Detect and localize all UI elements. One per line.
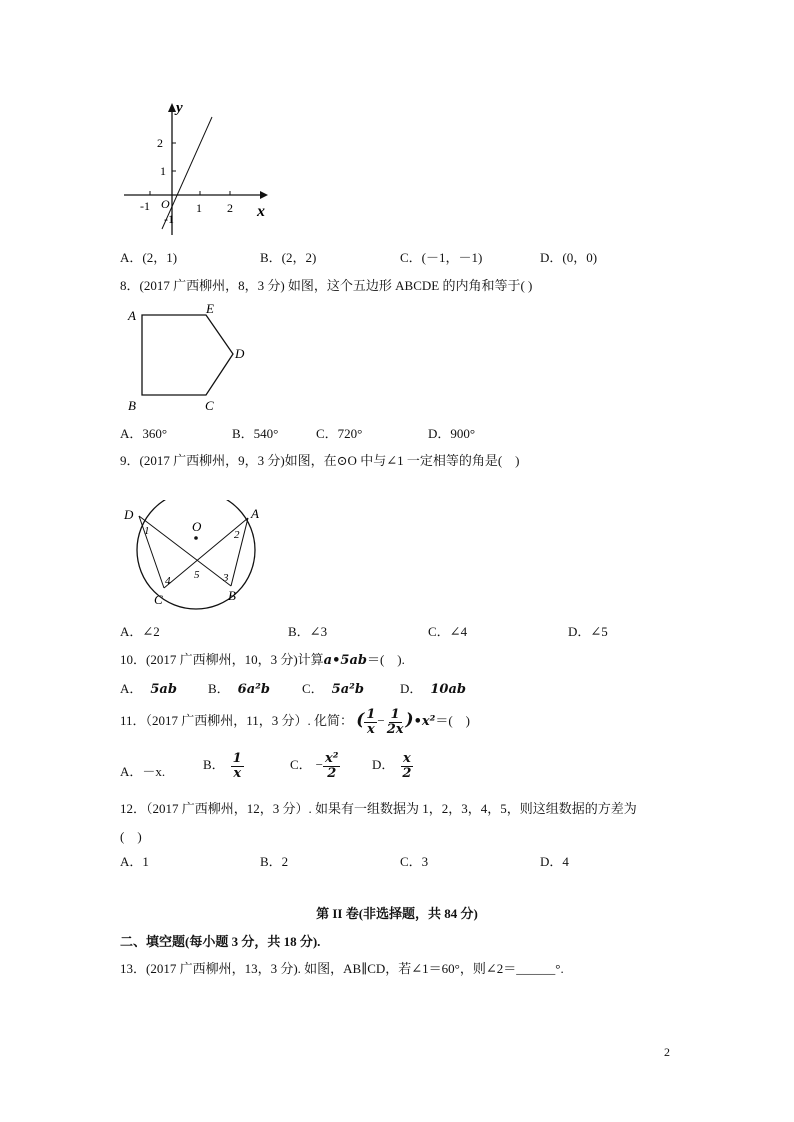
q12-option-a: A．1 (120, 854, 149, 869)
y-tick-label: -1 (164, 212, 174, 226)
x-axis-label: x (257, 203, 265, 220)
q11-option-a: A．－x. (120, 764, 166, 779)
center-dot (194, 536, 198, 540)
angle-label-5: 5 (194, 569, 200, 581)
y-axis-label: y (176, 100, 183, 116)
q11-minus: − (377, 713, 385, 729)
q7-option-b: B．(2，2) (260, 250, 317, 265)
q11-close-paren: ) (405, 710, 414, 731)
q11-option-c: C． − $\frac{\text{x²}}{2}$ (290, 751, 339, 781)
pentagon-figure (120, 300, 260, 418)
pentagon-shape (142, 315, 233, 395)
q11-option-b: B． $\frac{1}{x}$ (203, 751, 242, 781)
center-label-o: O (192, 519, 202, 534)
q8-option-b: B．540° (232, 426, 279, 441)
angle-label-3: 3 (223, 572, 229, 584)
vertex-label-e: E (206, 301, 214, 316)
q13-stem: 13．(2017 广西柳州，13，3 分). 如图，AB∥CD，若∠1＝60°，则∠2＝______°. (120, 961, 564, 976)
q9-option-a: A．∠2 (120, 624, 160, 639)
section-title: 第 II 卷(非选择题，共 84 分) (316, 906, 478, 921)
coordinate-graph (110, 95, 280, 245)
y-tick-label: 2 (157, 136, 163, 150)
x-tick-label: 1 (196, 201, 202, 215)
q9-option-d: D．∠5 (568, 624, 608, 639)
q10-stem-prefix: 10．(2017 广西柳州，10，3 分)计算 (120, 652, 324, 667)
q8-option-d: D．900° (428, 426, 476, 441)
q10-option-a: A． 5ab (120, 681, 177, 697)
q12-option-c: C．3 (400, 854, 429, 869)
q8-stem: 8．(2017 广西柳州，8，3 分) 如图，这个五边形 ABCDE 的内角和等于( ) (120, 278, 533, 293)
q9-stem: 9．(2017 广西柳州，9，3 分)如图，在⊙O 中与∠1 一定相等的角是( ) (120, 453, 520, 468)
q10-option-c: C． 5a²b (302, 681, 364, 697)
q12-option-b: B．2 (260, 854, 289, 869)
point-label-b: B (228, 588, 236, 603)
q12-option-d: D．4 (540, 854, 569, 869)
q7-option-c: C．(－1，－1) (400, 250, 483, 265)
q10-option-d: D． 10ab (400, 681, 466, 697)
q11-stem (120, 708, 470, 736)
angle-label-2: 2 (234, 529, 240, 541)
y-tick-label: 1 (160, 164, 166, 178)
angle-label-4: 4 (165, 575, 171, 587)
q11-fraction-2: $\frac{1}{2x}$ (386, 707, 404, 737)
q10-option-b: B． 6a²b (208, 681, 270, 697)
q10-stem (120, 649, 405, 668)
q12-stem: 12．（2017 广西柳州，12，3 分）. 如果有一组数据为 1，2，3，4，5，则这组数据的方差为 (120, 801, 637, 816)
q11-fraction-1: $\frac{1}{x}$ (366, 707, 376, 737)
point-label-a: A (251, 506, 259, 521)
circle-figure (120, 500, 270, 612)
vertex-label-a: A (128, 308, 136, 323)
q11-open-paren: ( (356, 710, 365, 731)
vertex-label-d: D (235, 346, 245, 361)
q11-stem-prefix: 11．（2017 广西柳州，11，3 分）. 化简： (120, 713, 354, 729)
q7-option-d: D．(0，0) (540, 250, 598, 265)
point-label-c: C (154, 592, 163, 607)
q9-option-b: B．∠3 (288, 624, 328, 639)
q11-tail: •x² (413, 714, 436, 730)
q8-option-a: A．360° (120, 426, 168, 441)
chord-dc (139, 516, 164, 588)
vertex-label-b: B (128, 398, 136, 413)
q10-stem-suffix: ＝( ). (366, 652, 405, 667)
q9-option-c: C．∠4 (428, 624, 468, 639)
y-axis-arrow (168, 103, 176, 112)
q11-stem-suffix: ＝( ) (435, 713, 471, 729)
x-tick-label: -1 (140, 199, 150, 213)
angle-label-1: 1 (144, 525, 150, 537)
point-label-d: D (124, 507, 134, 522)
q11-option-d: D． $\frac{x}{2}$ (372, 751, 412, 781)
page-number: 2 (664, 1045, 670, 1059)
x-tick-label: 2 (227, 201, 233, 215)
q12-answer-paren: ( ) (120, 829, 142, 844)
q7-option-a: A．(2，1) (120, 250, 178, 265)
x-axis-arrow (260, 191, 268, 199)
part-two-title: 二、填空题(每小题 3 分，共 18 分). (120, 934, 321, 949)
q8-option-c: C．720° (316, 426, 363, 441)
vertex-label-c: C (205, 398, 214, 413)
q10-expression: a•5ab (323, 653, 367, 668)
origin-label: O (161, 197, 170, 211)
chord-db (139, 516, 231, 586)
